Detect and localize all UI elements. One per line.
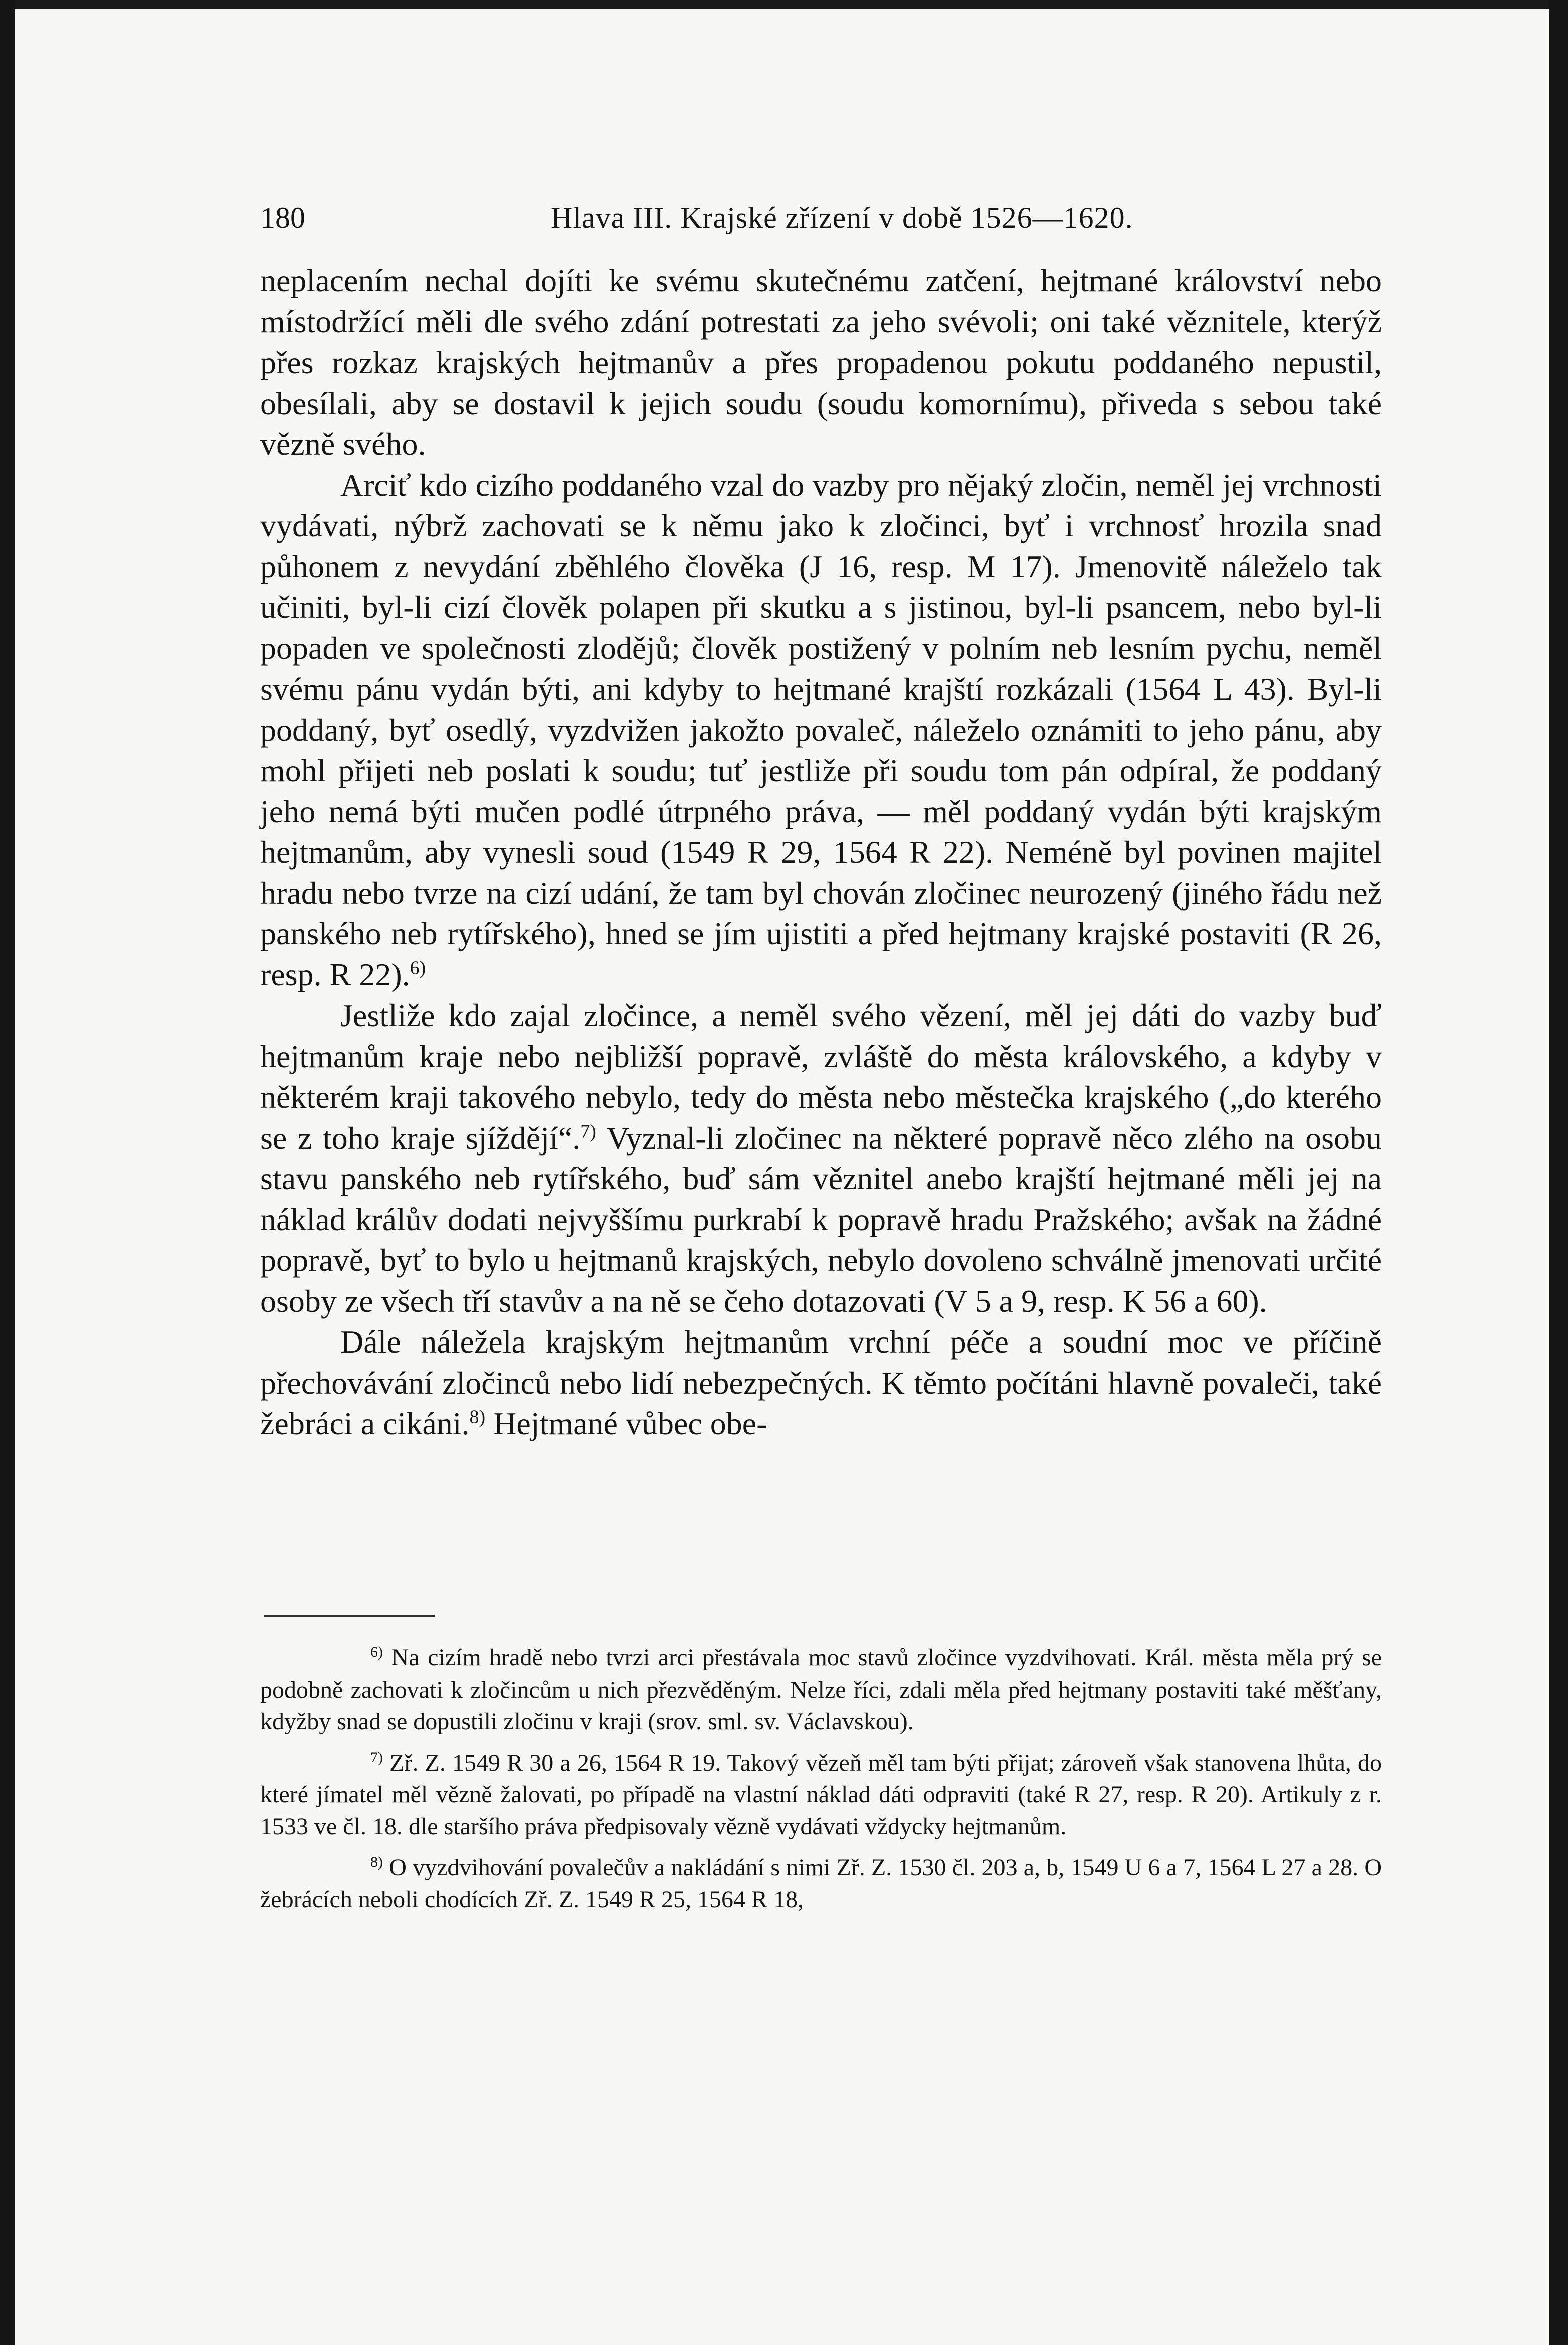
paragraph-4 bbox=[260, 1321, 1382, 1444]
running-title: Hlava III. Krajské zřízení v době 1526—1620. bbox=[551, 201, 1133, 234]
footnote-ref-7: 7) bbox=[580, 1121, 596, 1142]
footnote-8 bbox=[260, 1846, 1382, 1915]
footnote-6 bbox=[260, 1636, 1382, 1738]
footnote-ref-6: 6) bbox=[410, 957, 426, 979]
footnote-mark: 8) bbox=[370, 1854, 383, 1870]
scan-border-left bbox=[0, 0, 15, 2345]
paragraph-text: Dále náležela krajským hejtmanům vrchní péče a soudní moc ve příčině přechovávání zločinců nebo lidí nebezpečných. K těmto počítáni hlavně povaleči, také žebráci a cikáni. bbox=[260, 1324, 1382, 1441]
paragraph-text: neplacením nechal dojíti ke svému skutečnému zatčení, hejtmané království nebo místodržící měli dle svého zdání potrestati za jeho svévoli; oni také věznitele, kterýž přes rozkaz krajských hejtmanův a přes propadenou pokutu poddaného nepustil, obesílali, aby se dostavil k jejich soudu (soudu komornímu), přiveda s sebou také vězně svého. bbox=[260, 263, 1382, 462]
page-number: 180 bbox=[260, 201, 305, 234]
paragraph-text: Arciť kdo cizího poddaného vzal do vazby pro nějaký zločin, neměl jej vrchnosti vydávati, nýbrž zachovati se k němu jako k zločinci, byť i vrchnosť hrozila snad půhonem z nevydání zběhlého člověka (J 16, resp. M 17). Jmenovitě náleželo tak učiniti, byl-li cizí člověk polapen při skutku a s jistinou, byl-li psancem, nebo byl-li popaden ve společnosti zlodějů; člověk postižený v polním neb lesním pychu, neměl svému pánu vydán býti, ani kdyby to hejtmané krajští rozkázali (1564 L 43). Byl-li poddaný, byť osedlý, vyzdvižen jakožto povaleč, náleželo oznámiti to jeho pánu, aby mohl přijeti neb poslati k soudu; tuť jestliže při soudu tom pán odpíral, že poddaný jeho nemá býti mučen podlé útrpného práva, — měl poddaný vydán býti krajským hejtmanům, aby vynesli soud (1549 R 29, 1564 R 22). Neméně byl povinen majitel hradu nebo tvrze na cizí udání, že tam byl chován zločinec neurozený (jiného řádu než panského neb rytířského), hned se jím ujistiti a před hejtmany krajské postaviti (R 26, resp. R 22). bbox=[260, 467, 1382, 992]
paragraph-3 bbox=[260, 995, 1382, 1321]
paragraph-2 bbox=[260, 465, 1382, 995]
footnote-text: O vyzdvihování povalečův a nakládání s nimi Zř. Z. 1530 čl. 203 a, b, 1549 U 6 a 7, 1564 L 27 a 28. O žebrácích neboli chodících Zř. Z. 1549 R 25, 1564 R 18, bbox=[260, 1854, 1382, 1913]
paragraph-1 bbox=[260, 260, 1382, 465]
scan-border-right bbox=[1549, 0, 1568, 2345]
footnote-text: Na cizím hradě nebo tvrzi arci přestávala moc stavů zločince vyzdvihovati. Král. města měla prý se podobně zachovati k zločincům u nich přezvěděným. Nelze říci, zdali měla před hejtmany postaviti také měšťany, kdyžby snad se dopustili zločinu v kraji (srov. sml. sv. Václavskou). bbox=[260, 1644, 1382, 1735]
footnote-separator bbox=[264, 1615, 435, 1617]
footnote-7 bbox=[260, 1742, 1382, 1843]
paragraph-text-continued: Hejtmané vůbec obe- bbox=[485, 1406, 767, 1441]
running-header bbox=[260, 200, 1136, 235]
scan-border-top bbox=[0, 0, 1568, 9]
paragraph-text-continued: Vyznal-li zločinec na některé popravě něco zlého na osobu stavu panského neb rytířského, buď sám věznitel anebo krajští hejtmané měli jej na náklad králův dodati nejvyššímu purkrabí k popravě hradu Pražského; avšak na žádné popravě, byť to bylo u hejtmanů krajských, nebylo dovoleno schválně jmenovati určité osoby ze všech tří stavův a na ně se čeho dotazovati (V 5 a 9, resp. K 56 a 60). bbox=[260, 1120, 1382, 1319]
footnotes bbox=[260, 1636, 1382, 1919]
paragraph-text: Jestliže kdo zajal zločince, a neměl svého vězení, měl jej dáti do vazby buď hejtmanům kraje nebo nejbližší popravě, zvláště do města královského, a kdyby v některém kraji takového nebylo, tedy do města nebo městečka krajského („do kterého se z toho kraje sjíždějí“. bbox=[260, 997, 1382, 1156]
footnote-mark: 6) bbox=[370, 1644, 383, 1660]
main-text bbox=[260, 260, 1382, 1444]
footnote-mark: 7) bbox=[370, 1749, 383, 1766]
footnote-text: Zř. Z. 1549 R 30 a 26, 1564 R 19. Takový vězeň měl tam býti přijat; zároveň však stanovena lhůta, do které jímatel měl vězně žalovati, po případě na vlastní náklad dáti odpraviti (také R 27, resp. R 20). Artikuly z r. 1533 ve čl. 18. dle staršího práva předpisovaly vězně vydávati vždycky hejtmanům. bbox=[260, 1749, 1382, 1840]
footnote-ref-8: 8) bbox=[469, 1406, 486, 1428]
